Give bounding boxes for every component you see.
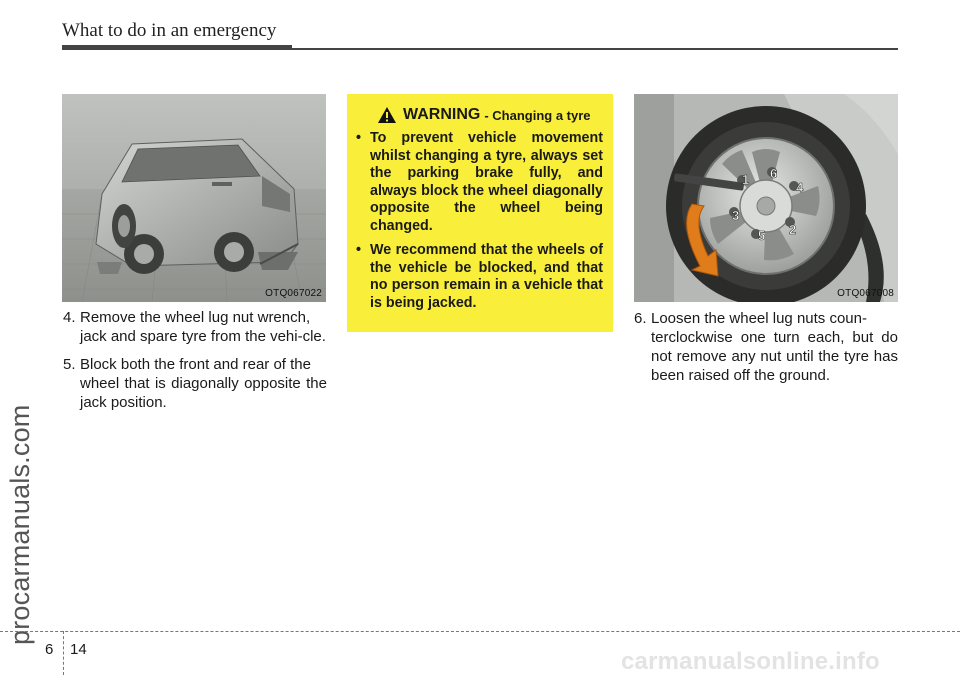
warning-list [356,130,603,312]
step-text-rest: terclockwise one turn each, but do not remove any nut until the tyre has been raised off the ground. [651,329,898,384]
figure-caption-right: OTQ067008 [837,288,894,299]
warning-header [377,104,603,126]
figure-van-jack [62,94,326,302]
warning-bullet-item [356,242,603,312]
side-watermark: procarmanuals.com [5,404,35,645]
left-column-text [63,308,327,421]
warning-triangle-icon [377,106,397,124]
header-rule-thick [62,45,292,50]
warning-box [347,94,613,332]
warning-bullet-text: We recommend that the wheels of the vehicle be blocked, and that no person remain in a vehicle that is being jacked. [370,242,603,311]
footer-divider [63,631,64,675]
van-jack-illustration [62,94,326,302]
figure-caption-left: OTQ067022 [265,288,322,299]
step-number: 5. [63,356,76,373]
step-item [63,308,327,346]
figure-wheel-lugnuts [634,94,898,302]
warning-subtitle: - Changing a tyre [484,107,591,123]
footer-rule [0,631,960,632]
lug-label: 1 [742,172,750,187]
step-number: 6. [634,310,647,327]
bullet-dot: • [356,242,362,258]
step-text-first-line: Block both the front and rear of the [80,356,311,373]
warning-title: WARNING [403,106,481,123]
section-number: 6 [45,641,54,658]
lug-label: 6 [770,166,778,181]
warning-bullet-text: To prevent vehicle movement whilst changing a tyre, always set the parking brake fully, and always block the wheel diagonally opposite the wheel being changed. [370,130,603,234]
page-number: 14 [70,641,87,658]
header-rule-thin [292,48,898,50]
wheel-lugnut-illustration [634,94,898,302]
bullet-dot: • [356,130,362,146]
step-text-rest: jack and spare tyre from the vehi-cle. [80,328,326,345]
warning-bullet-item [356,130,603,235]
bottom-watermark: carmanualsonline.info [621,648,880,675]
lug-label: 5 [758,228,766,243]
step-text-rest: wheel that is diagonally opposite the jack position. [80,375,327,411]
lug-label: 4 [796,180,804,195]
step-number: 4. [63,309,76,326]
right-column-text [634,309,898,394]
step-text-first-line: Loosen the wheel lug nuts coun- [651,310,867,327]
header-title: What to do in an emergency [62,20,277,41]
step-item [63,355,327,412]
step-item [634,309,898,385]
step-text-first-line: Remove the wheel lug nut wrench, [80,309,311,326]
lug-label: 2 [789,222,797,237]
lug-label: 3 [732,208,740,223]
